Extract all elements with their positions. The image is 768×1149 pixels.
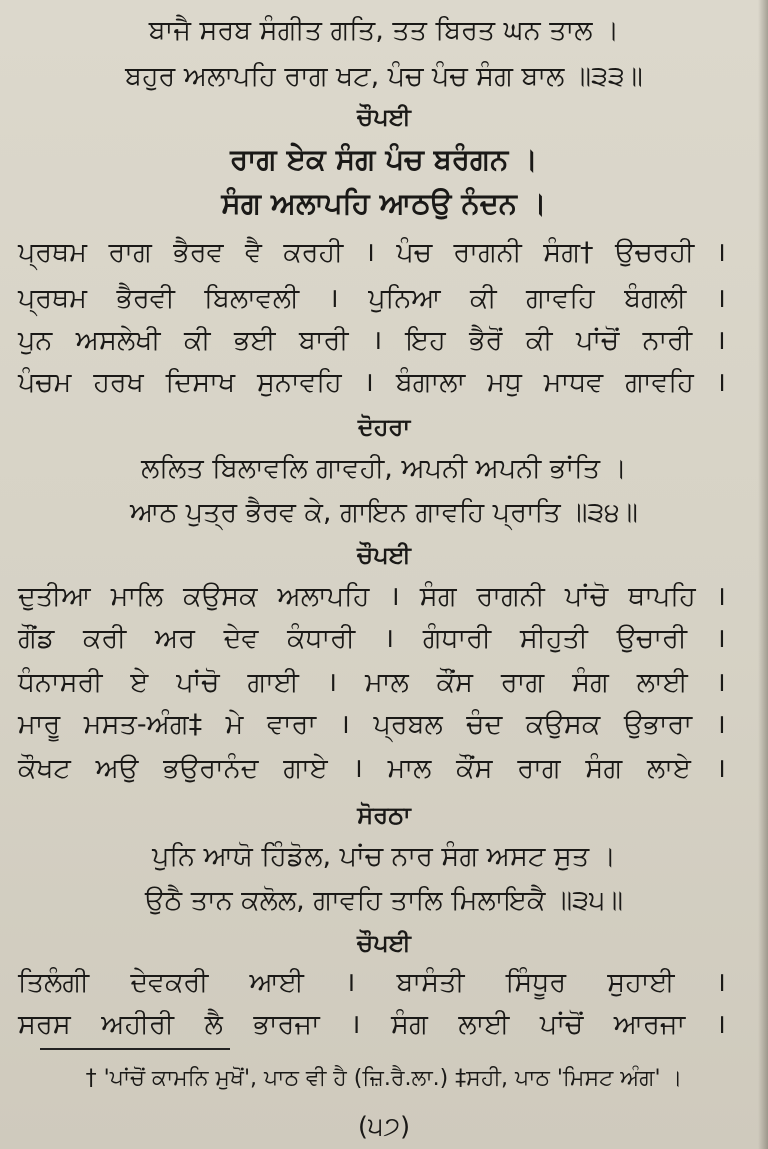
verse-word: ਧੰਨਾਸਰੀ: [18, 667, 103, 698]
verse-word: ਕੌਂਸ: [436, 667, 474, 698]
chaupai-1-verse-1: [18, 236, 726, 270]
danda-mark: ।: [326, 667, 338, 698]
chaupai-2-verse-3: [18, 666, 726, 700]
verse-word: ਮਾਲ: [387, 753, 432, 784]
verse-word: ਏ: [130, 667, 149, 698]
verse-word: ਚੰਦ: [466, 709, 503, 740]
verse-word: ਦੇਵਕਰੀ: [130, 967, 209, 998]
danda-mark: ।: [339, 709, 350, 740]
verse-word: ਸੰਗ†: [543, 237, 594, 268]
verse-word: ਮਾਰੂ: [18, 709, 61, 740]
verse-word: ਲਾਏ: [646, 753, 691, 784]
verse-word: ਸਰਸ: [18, 1009, 71, 1040]
verse-word: ਬੰਗਾਲਾ: [395, 367, 466, 398]
verse-word: ਭੈਰੋਂ: [469, 325, 503, 356]
verse-word: ਬਾਸੰਤੀ: [396, 967, 465, 998]
danda-mark: ।: [715, 1009, 726, 1040]
verse-word: ਸੀਹੁਤੀ: [519, 623, 588, 654]
chaupai-1-verse-2: [18, 282, 726, 316]
verse-word: ਰਾਗਨੀ: [453, 237, 522, 268]
verse-word: ਅਸਲੇਖੀ: [75, 325, 161, 356]
danda-mark: ।: [389, 581, 400, 612]
dohra-line-1: ਲਲਿਤ ਬਿਲਾਵਲਿ ਗਾਵਹੀ, ਅਪਨੀ ਅਪਨੀ ਭਾਂਤਿ ।: [141, 453, 627, 484]
danda-mark: ।: [715, 325, 726, 356]
verse-word: ਅਰ: [155, 623, 195, 654]
chaupai-1-bold-line-1: ਰਾਗ ਏਕ ਸੰਗ ਪੰਚ ਬਰੰਗਨ ।: [230, 142, 538, 176]
verse-word: ਪੁਨ: [18, 325, 53, 356]
danda-mark: ।: [715, 753, 726, 784]
verse-word: ਲਾਈ: [458, 1009, 510, 1040]
verse-word: ਪਾਂਚੋ: [564, 581, 609, 612]
danda-mark: ।: [715, 967, 726, 998]
verse-word: ਕਰੀ: [83, 623, 127, 654]
section-heading-dohra: ਦੋਹਰਾ: [357, 413, 411, 441]
danda-mark: ।: [364, 237, 375, 268]
verse-word: ਬਿਲਾਵਲੀ: [204, 283, 300, 314]
verse-word: ਪਾਂਚੋ: [176, 667, 220, 698]
verse-word: ਤਿਲੰਗੀ: [18, 967, 90, 998]
verse-word: ਸੁਹਾਈ: [607, 967, 675, 998]
verse-word: ਪੰਚ: [396, 237, 433, 268]
verse-word: ਕੌਂਸ: [456, 753, 493, 784]
verse-word: ਭੈਰਵ: [173, 237, 224, 268]
verse-word: ਗਾਏ: [283, 753, 328, 784]
danda-mark: ।: [363, 367, 374, 398]
verse-word: ਪ੍ਰਥਮ: [18, 283, 88, 314]
couplet-line-2: ਬਹੁਰ ਅਲਾਪਹਿ ਰਾਗ ਖਟ, ਪੰਚ ਪੰਚ ਸੰਗ ਬਾਲ ॥੩੩॥: [125, 61, 643, 92]
chaupai-3-verse-1: [18, 966, 726, 1000]
verse-word: ਉਚਾਰੀ: [616, 623, 687, 654]
verse-word: ਕਉਸਕ: [525, 709, 601, 740]
danda-mark: ।: [345, 967, 356, 998]
chaupai-2-verse-2: [18, 622, 726, 656]
page-number: (੫੭): [357, 1112, 411, 1142]
verse-word: ਪ੍ਰਥਮ: [18, 237, 88, 268]
danda-mark: ।: [328, 283, 339, 314]
verse-word: ਭਈ: [233, 325, 276, 356]
verse-word: ਅਲਾਪਹਿ: [277, 581, 370, 612]
danda-mark: ।: [383, 623, 395, 654]
verse-word: ਥਾਪਹਿ: [628, 581, 696, 612]
verse-word: ਲੈ: [204, 1009, 223, 1040]
verse-word: ਕੀ: [525, 325, 553, 356]
section-heading-chaupai-3: ਚੌਪਈ: [357, 929, 411, 957]
danda-mark: ।: [715, 237, 726, 268]
page-edge-shadow: [758, 0, 768, 1149]
verse-word: ਸੰਗ: [585, 753, 623, 784]
dohra-line-2: ਆਠ ਪੁਤ੍ਰ ਭੈਰਵ ਕੇ, ਗਾਇਨ ਗਾਵਹਿ ਪ੍ਰਾਤਿ ॥੩੪॥: [130, 497, 638, 528]
danda-mark: ।: [715, 623, 726, 654]
danda-mark: ।: [715, 283, 726, 314]
section-heading-chaupai-1: ਚੌਪਈ: [357, 103, 411, 131]
verse-word: ਸਿੰਧੂਰ: [505, 967, 567, 998]
verse-word: ਅਹੀਰੀ: [101, 1009, 175, 1040]
verse-word: ਗੰਧਾਰੀ: [422, 623, 492, 654]
verse-word: ਮੇ: [225, 709, 244, 740]
verse-word: ਆਈ: [249, 967, 304, 998]
chaupai-2-verse-4: [18, 708, 726, 742]
verse-word: ਹਰਖ: [93, 367, 144, 398]
verse-word: ਅਉ: [95, 753, 139, 784]
verse-word: ਰਾਗ: [108, 237, 152, 268]
verse-word: ਪੁਨਿਆ: [368, 283, 441, 314]
section-heading-sortha: ਸੋਰਠਾ: [357, 801, 411, 829]
chaupai-1-bold-line-2: ਸੰਗ ਅਲਾਪਹਿ ਆਠਉ ਨੰਦਨ ।: [221, 186, 547, 220]
verse-word: ਬੰਗਲੀ: [624, 283, 687, 314]
chaupai-1-verse-4: [18, 366, 726, 400]
danda-mark: ।: [715, 667, 726, 698]
chaupai-3-verse-2: [18, 1008, 726, 1042]
verse-word: ਕਉਸਕ: [183, 581, 258, 612]
verse-word: ਬਾਰੀ: [299, 325, 349, 356]
verse-word: ਪਾਂਚੋਂ: [575, 325, 620, 356]
danda-mark: ।: [371, 325, 383, 356]
verse-word: ਦਿਸਾਖ: [165, 367, 236, 398]
verse-word: ਭਾਰਜਾ: [253, 1009, 320, 1040]
verse-word: ਗਾਵਹਿ: [625, 367, 694, 398]
section-heading-chaupai-2: ਚੌਪਈ: [357, 541, 411, 569]
verse-word: ਮਧੁ: [487, 367, 522, 398]
verse-word: ਮਾਧਵ: [543, 367, 604, 398]
verse-word: ਮਸਤ-ਅੰਗ‡: [83, 709, 203, 740]
verse-word: ਉਭਾਰਾ: [623, 709, 693, 740]
footnote: † 'ਪਾਂਚੋਂ ਕਾਮਨਿ ਮੁਖੋਂ', ਪਾਠ ਵੀ ਹੈ (ਜ਼ਿ.ਰੈ.ਲਾ.) ‡ਸਹੀ, ਪਾਠ 'ਮਿਸਟ ਅੰਗ' ।: [85, 1066, 683, 1091]
sortha-line-1: ਪੁਨਿ ਆਯੋ ਹਿੰਡੋਲ, ਪਾਂਚ ਨਾਰ ਸੰਗ ਅਸਟ ਸੁਤ ।: [152, 841, 616, 872]
verse-word: ਵੈ: [244, 237, 262, 268]
verse-word: ਰਾਗ: [500, 667, 545, 698]
verse-word: ਵਾਰਾ: [267, 709, 317, 740]
chaupai-2-verse-1: [18, 580, 726, 614]
danda-mark: ।: [715, 581, 726, 612]
verse-word: ਨਾਰੀ: [642, 325, 693, 356]
verse-word: ਪੰਚਮ: [18, 367, 72, 398]
verse-word: ਪ੍ਰਬਲ: [373, 709, 443, 740]
verse-word: ਗਾਈ: [247, 667, 299, 698]
sortha-line-2: ਉਠੈ ਤਾਨ ਕਲੋਲ, ਗਾਵਹਿ ਤਾਲਿ ਮਿਲਾਇਕੈ ॥੩੫॥: [144, 885, 624, 916]
verse-word: ਗਾਵਹਿ: [526, 283, 595, 314]
verse-word: ਰਾਗਨੀ: [476, 581, 545, 612]
verse-word: ਸੁਨਾਵਹਿ: [256, 367, 342, 398]
danda-mark: ।: [352, 753, 363, 784]
danda-mark: ।: [350, 1009, 361, 1040]
verse-word: ਦੇਵ: [223, 623, 259, 654]
verse-word: ਕੌਖਟ: [18, 753, 71, 784]
verse-word: ਸੰਗ: [391, 1009, 428, 1040]
danda-mark: ।: [715, 709, 726, 740]
verse-word: ਆਰਜਾ: [613, 1009, 686, 1040]
verse-word: ਗੌਂਡ: [18, 623, 55, 654]
verse-word: ਕਰਹੀ: [283, 237, 344, 268]
verse-word: ਮਾਲਿ: [110, 581, 164, 612]
verse-word: ਇਹ: [405, 325, 446, 356]
verse-word: ਕੰਧਾਰੀ: [287, 623, 356, 654]
verse-word: ਭੈਰਵੀ: [116, 283, 175, 314]
verse-word: ਸੰਗ: [572, 667, 609, 698]
verse-word: ਦੁਤੀਆ: [18, 581, 91, 612]
chaupai-2-verse-5: [18, 752, 726, 786]
verse-word: ਕੀ: [183, 325, 211, 356]
verse-word: ਮਾਲ: [364, 667, 409, 698]
verse-word: ਸੰਗ: [419, 581, 457, 612]
verse-word: ਭਉਰਾਨੰਦ: [163, 753, 259, 784]
verse-word: ਉਚਰਹੀ: [615, 237, 695, 268]
chaupai-1-verse-3: [18, 324, 726, 358]
verse-word: ਪਾਂਚੋਂ: [539, 1009, 584, 1040]
verse-word: ਲਾਈ: [636, 667, 688, 698]
couplet-line-1: ਬਾਜੈ ਸਰਬ ਸੰਗੀਤ ਗਤਿ, ਤਤ ਬਿਰਤ ਘਨ ਤਾਲ ।: [148, 15, 620, 46]
verse-word: ਰਾਗ: [517, 753, 561, 784]
verse-word: ਕੀ: [470, 283, 497, 314]
footnote-divider: [40, 1048, 230, 1050]
danda-mark: ।: [715, 367, 726, 398]
